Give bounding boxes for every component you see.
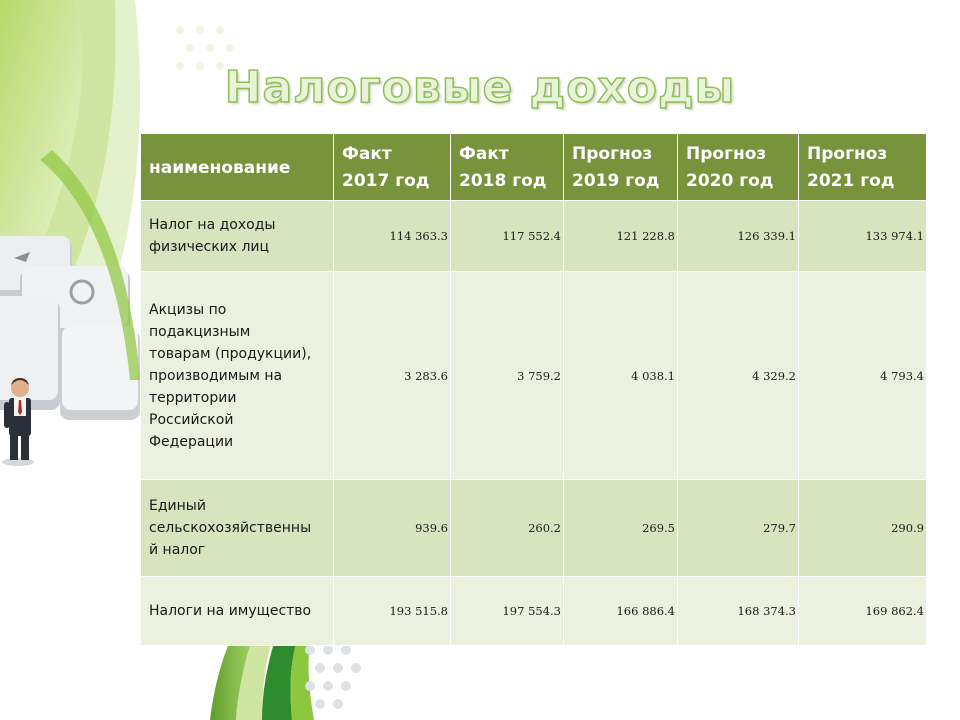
row-label: Акцизы по подакцизным товарам (продукции), производимым на территории Российской Федерации: [141, 272, 334, 480]
cell-value: 3 759.2: [451, 272, 564, 480]
cell-value: 269.5: [564, 480, 678, 577]
cell-value: 126 339.1: [678, 201, 799, 272]
tax-revenue-table: [140, 133, 927, 646]
cell-value: 939.6: [334, 480, 451, 577]
table-header-row: [141, 134, 927, 201]
cell-value: 4 793.4: [799, 272, 927, 480]
table-row-personal-income-tax: [141, 201, 927, 272]
cell-value: 168 374.3: [678, 577, 799, 646]
cell-value: 279.7: [678, 480, 799, 577]
slide-title: [0, 62, 960, 113]
cell-value: 193 515.8: [334, 577, 451, 646]
cell-value: 169 862.4: [799, 577, 927, 646]
row-label: Единый сельскохозяйственны й налог: [141, 480, 334, 577]
header-forecast-2021: Прогноз 2021 год: [799, 134, 927, 201]
table-row-property-taxes: [141, 577, 927, 646]
cell-value: 166 886.4: [564, 577, 678, 646]
cell-value: 197 554.3: [451, 577, 564, 646]
cell-value: 117 552.4: [451, 201, 564, 272]
header-forecast-2020: Прогноз 2020 год: [678, 134, 799, 201]
cell-value: 290.9: [799, 480, 927, 577]
cell-value: 3 283.6: [334, 272, 451, 480]
table-row-agricultural-tax: [141, 480, 927, 577]
cell-value: 260.2: [451, 480, 564, 577]
header-fact-2017: Факт 2017 год: [334, 134, 451, 201]
row-label: Налог на доходы физических лиц: [141, 201, 334, 272]
cell-value: 4 038.1: [564, 272, 678, 480]
cell-value: 4 329.2: [678, 272, 799, 480]
cell-value: 121 228.8: [564, 201, 678, 272]
header-fact-2018: Факт 2018 год: [451, 134, 564, 201]
header-name: наименование: [141, 134, 334, 201]
table-row-excises: [141, 272, 927, 480]
cell-value: 114 363.3: [334, 201, 451, 272]
header-forecast-2019: Прогноз 2019 год: [564, 134, 678, 201]
slide-title-text: Налоговые доходы: [224, 62, 736, 113]
cell-value: 133 974.1: [799, 201, 927, 272]
row-label: Налоги на имущество: [141, 577, 334, 646]
